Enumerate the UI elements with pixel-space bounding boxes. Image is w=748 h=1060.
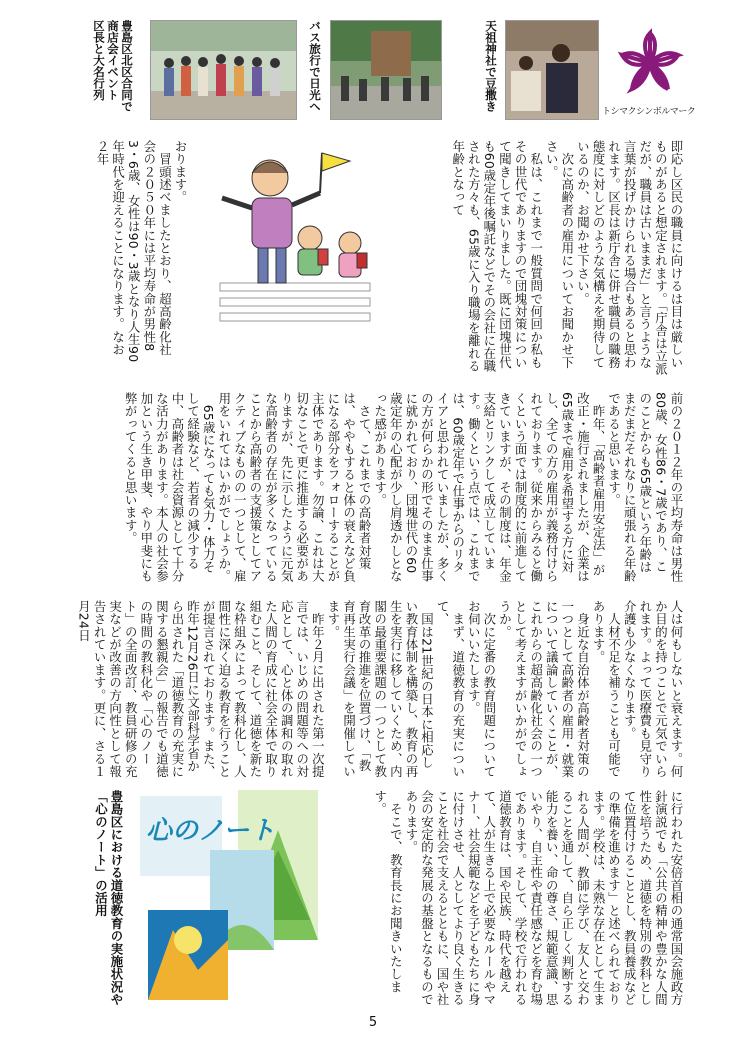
- photo3-caption: 天祖神社で豆撒き: [484, 20, 498, 112]
- kokoro-note-illustration: [128, 790, 324, 1005]
- photo2-caption: バス旅行で日光へ: [308, 20, 322, 112]
- page-number: 5: [368, 1015, 378, 1030]
- crossing-guard-illustration: [200, 143, 380, 323]
- text-lower-right: 人は何もしないと衰えます。何か目的を持つことで元気でいられます。よって医療費も見守り介護も少なくなります。 人材不足を補うことも可能であります。 身近な自治体が高齢者対策の一つとして高齢者の雇用・就業について議論していくことが、これからの超高齢化社会の一つとして考えますがいかがでしょうか。 次に定番の教育問題についてお伺いいたします。 まず、道徳教育の充実について、 国は21世紀の日本に相応しい教育体制を構築し、教育の再生を実行に移していくため、内閣の最重要課題の一つとして教育改革の推進を位置づけ、「教育再生実行会議」を開催しています。 昨年２月に出された第一次提言では、いじめの問題等への対応として、心と体の調和の取れた人間の育成に社会全体で取り組むこと、そして、道徳を新たな枠組みによって教科化し、人間性に深く迫る教育を行うことが提言されております。また、昨年12月26日に文部科学省から出された「道徳教育の充実に関する懇親会」の報告でも道徳の時間の教科化や「心のノート」の全面改訂、教員研修の充実などが改善の方向性として報告されています。更に、さる１月24日: [76, 600, 684, 778]
- kokoro-title: 心のノート: [146, 816, 276, 846]
- photo-daimyo-procession: [150, 20, 297, 120]
- photo-nikko-trip: [330, 20, 442, 120]
- photo1-caption: 豊島区北区合同で 商店会イベント 区長と大名行列: [92, 20, 134, 112]
- flower-logo-icon: [612, 25, 688, 101]
- text-bottom-left: 豊島区における道徳教育の実施状況や「心のノート」の活用: [93, 790, 124, 1006]
- photo-setsubun: [505, 20, 599, 120]
- logo-caption: トシマクシンボルマーク: [602, 107, 696, 117]
- text-upper-right: 即応し区民の職員に向けるは目は厳しいものがあると想定されます。「庁舎は立派だが、職員は古いままだ」と言うような言葉が投げかけられる場合もあると思われます。区長は新庁舎に併せ職員の職務態度に対しどのような気構えを期待しているのか、お聞かせ下さい。 次に高齢者の雇用についてお聞かせ下さい。 私は、これまで一般質問で何回か私もその世代でありますので団塊対策について聞きしてまいりました。既に団塊世代も60歳定年後嘱託などでその会社に在職された方々も、65歳に入り職場を離れる年齢となって: [450, 140, 684, 376]
- text-upper-left: おります。 冒頭述べましたとおり、超高齢化社会の２０５０年には平均寿命が男性83・6歳、女性は90・3歳となり人生90年時代を迎えることになります。なお２年: [95, 140, 188, 363]
- text-lower-left: に行われた安倍首相の通常国会施政方針演説でも「公共の精神や豊かな人間性を培うため、道徳を特別の教科として位置付けることとし、教員養成などの準備を進めます」と述べられております。学校は、未熟な存在として生まれる人間が、教師に学び、友人と交わることを通して、自ら正しく判断する能力を養い、命の尊さ、規範意識、思いやり、自主性や責任感などを育む場であります。そして、学校で行われる道徳教育は、国や民族、時代を越えて、人が生きる上で必要なルールやマナー、社会規範などを子どもたちに身に付けさせ、人としてより良く生きることを社会で支えるとともに、国や社会の安定的な発展の基盤となるものであります。 そこで、教育長にお聞きいたします。: [372, 790, 684, 1006]
- text-middle: 前の２０１２年の平均寿命は男性80歳、女性86・7歳であり、このことからも65歳という年齢はまだまだそれなりに頑張れる年齢であると思います。 昨年、「高齢者雇用安定法」が改正・施行されましたが、企業は65歳まで雇用を希望する方に対し、全ての方の雇用が義務付けられております。従来からみると働くという面では制度的に前進してきていますが、その制度は、年金支給とリンクして成立しています。働くという点では、これまでは、60歳定年で仕事からのリタイアと思われていましたが、多くの方が何らかの形でそのまま仕事に就かれており、団塊世代の60歳定年の心配が少し肩透かしとなった感があります。 さて、これまでの高齢者対策は、ややもすると体の衰えなど負になる部分をフォローすることが主体であります。勿論、これは大切なことで更に推進する必要がありますが、先に示したように元気な高齢者の存在が多くなっていることから高齢者の支援策としてアクティブなものの一つとして、雇用をいれてはいかがでしょうか。 65歳になっても気力・体力そして経験など、若者の減少する中、高齢者は社会資源として十分な活力があります。本人の社会参加という生き甲斐、やり甲斐にも弊がってくると思います。: [123, 392, 684, 583]
